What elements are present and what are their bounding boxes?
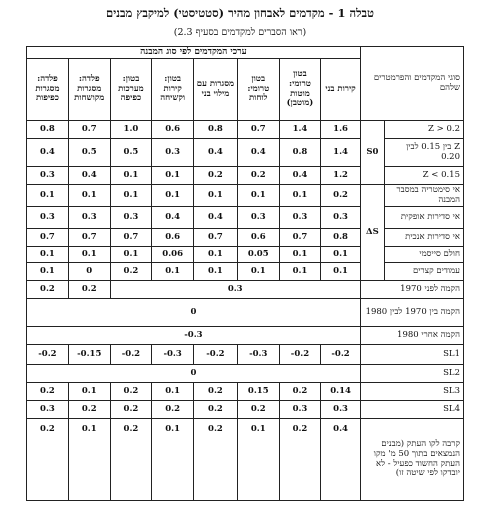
table-cell: 0.1 [194, 185, 238, 207]
table-cell: 0.3 [321, 401, 361, 419]
table-row [27, 139, 464, 167]
table-cell: -0.2 [279, 345, 321, 365]
row-label: Z בין 0.15 לבין 0.20 [384, 139, 463, 167]
table-cell: 0.2 [237, 401, 279, 419]
table-row [27, 365, 464, 383]
table-cell: 0.6 [152, 121, 194, 139]
table-cell: 0.2 [68, 281, 110, 299]
table-cell: 0.1 [27, 185, 69, 207]
column-header: מסגרות עם מילוי בני [194, 59, 238, 121]
table-cell: 0.4 [152, 207, 194, 229]
table-cell: 0.5 [110, 139, 152, 167]
table-cell: 0.7 [27, 229, 69, 247]
table-cell: 0.2 [321, 185, 361, 207]
row-label: הקמה אחרי 1980 [360, 327, 463, 345]
table-cell: 0.4 [194, 207, 238, 229]
table-cell: 0.1 [321, 263, 361, 281]
table-row [27, 121, 464, 139]
table-cell: 0.3 [68, 207, 110, 229]
row-label: אי סימטריה במסבר המבנה [384, 185, 463, 207]
header-coefficient-types: סוגי המקדמים והפרמטרים שלהם [360, 47, 463, 121]
table-cell: 0.4 [68, 167, 110, 185]
table-cell: 0.05 [237, 247, 279, 263]
row-label: קרבה לקו העתק (מבנים הנמצאים בתוך 50 מ' מקו העתק החשוד כפעיל - לא יובדקו לפי שיטה זו) [360, 419, 463, 501]
row-label: עמודים קצרים [384, 263, 463, 281]
table-cell: -0.2 [321, 345, 361, 365]
table-cell: 0.8 [194, 121, 238, 139]
table-cell: -0.3 [152, 345, 194, 365]
table-cell: 0.2 [279, 383, 321, 401]
table-cell: 0.2 [237, 167, 279, 185]
table-cell: 0.5 [68, 139, 110, 167]
table-row [27, 207, 464, 229]
row-label: SL3 [360, 383, 463, 401]
table-cell: 0.2 [110, 383, 152, 401]
table-cell: 0.7 [68, 229, 110, 247]
table-row [27, 345, 464, 365]
table-cell: 1.0 [110, 121, 152, 139]
row-label: הקמה לפני 1970 [360, 281, 463, 299]
table-cell: 0.2 [194, 401, 238, 419]
table-cell: -0.2 [194, 345, 238, 365]
table-row [27, 281, 464, 299]
table-cell: 0.1 [321, 247, 361, 263]
table-cell: 0.2 [279, 419, 321, 501]
table-cell: 0.4 [194, 139, 238, 167]
table-cell: 1.6 [321, 121, 361, 139]
table-cell: 1.2 [321, 167, 361, 185]
header-group: ערכי המקדמים לפי סוג המבנה [27, 47, 361, 59]
table-cell: 0.14 [321, 383, 361, 401]
table-cell: 0.7 [279, 229, 321, 247]
table-cell: 0.1 [237, 185, 279, 207]
column-header: קירות בני [321, 59, 361, 121]
table-cell: -0.15 [68, 345, 110, 365]
table-cell: 0.1 [68, 247, 110, 263]
table-cell: 0.3 [237, 207, 279, 229]
table-cell: 0.1 [110, 167, 152, 185]
table-cell: 0.2 [152, 401, 194, 419]
table-cell: 0.3 [27, 167, 69, 185]
table-row [27, 229, 464, 247]
table-cell: 0.1 [152, 383, 194, 401]
table-cell: 0.8 [321, 229, 361, 247]
table-cell: -0.3 [237, 345, 279, 365]
table-cell: 0.4 [27, 139, 69, 167]
table-row [27, 299, 464, 327]
table-cell: 0.7 [237, 121, 279, 139]
table-cell: 0.15 [237, 383, 279, 401]
merged-cell: 0 [27, 365, 361, 383]
column-header: בטון טרומי: מוטות (מוטבן) [279, 59, 321, 121]
table-cell: 0.2 [194, 167, 238, 185]
merged-cell: -0.3 [27, 327, 361, 345]
table-cell: 0.1 [194, 263, 238, 281]
table-cell: 0.1 [237, 263, 279, 281]
table-row [27, 185, 464, 207]
table-cell: 0.6 [152, 229, 194, 247]
table-row [27, 401, 464, 419]
table-cell: 0.1 [27, 247, 69, 263]
table-cell: 0.1 [194, 247, 238, 263]
table-cell: 0.1 [27, 263, 69, 281]
table-cell: 0.6 [237, 229, 279, 247]
table-cell: 0.1 [68, 185, 110, 207]
table-cell: 1.4 [321, 139, 361, 167]
column-header: בטון: קירות וקשיחה [152, 59, 194, 121]
table-cell: 0.1 [152, 419, 194, 501]
table-cell: 0.1 [68, 383, 110, 401]
table-cell: 0.1 [110, 247, 152, 263]
column-header: בטון טרומי: לוחות [237, 59, 279, 121]
table-row [27, 383, 464, 401]
table-cell: 0 [68, 263, 110, 281]
row-label: Z > 0.2 [384, 121, 463, 139]
row-label: SL2 [360, 365, 463, 383]
row-label: SL4 [360, 401, 463, 419]
table-cell: 0.8 [27, 121, 69, 139]
row-label: הקמה בין 1970 לבין 1980 [360, 299, 463, 327]
table-cell: 0.1 [110, 185, 152, 207]
table-cell: 1.4 [279, 121, 321, 139]
table-subtitle: (ראו הסברים למקדמים בסעיף 2.3) [173, 27, 307, 38]
table-cell: 0.06 [152, 247, 194, 263]
coefficients-table [26, 46, 464, 501]
table-row [27, 247, 464, 263]
table-cell: 0.2 [194, 419, 238, 501]
table-cell: 0.1 [68, 419, 110, 501]
table-cell: 0.1 [152, 263, 194, 281]
table-cell: 0.8 [279, 139, 321, 167]
row-label: אי סדירות אופקית [384, 207, 463, 229]
row-label: חולם סייסמי [384, 247, 463, 263]
table-cell: 0.1 [237, 419, 279, 501]
row-label: Z < 0.15 [384, 167, 463, 185]
table-cell: 0.1 [279, 185, 321, 207]
column-header: פלדה: מסגרות מקושחות [68, 59, 110, 121]
table-cell: 0.2 [110, 401, 152, 419]
table-cell: 0.7 [68, 121, 110, 139]
table-cell: 0.3 [279, 207, 321, 229]
table-cell: 0.2 [110, 419, 152, 501]
table-cell: 0.1 [279, 247, 321, 263]
s0-symbol: S0 [360, 121, 384, 185]
table-cell: 0.3 [110, 207, 152, 229]
table-cell: 0.1 [152, 185, 194, 207]
row-label: SL1 [360, 345, 463, 365]
table-cell: 0.2 [110, 263, 152, 281]
merged-cell: 0.3 [110, 281, 360, 299]
table-row [27, 167, 464, 185]
table-cell: 0.4 [237, 139, 279, 167]
table-title: טבלה 1 - מקדמים לאבחון מהיר (סטטיסטי) למיקבץ מבנים [106, 6, 374, 20]
column-header: בטון: מערכות כפיפה [110, 59, 152, 121]
table-cell: 0.1 [152, 167, 194, 185]
table-row [27, 327, 464, 345]
table-cell: 0.3 [27, 207, 69, 229]
delta-s-symbol: ΔS [360, 185, 384, 281]
row-label: אי סדירות אנכית [384, 229, 463, 247]
table-cell: 0.2 [27, 281, 69, 299]
table-cell: 0.2 [194, 383, 238, 401]
table-cell: -0.2 [27, 345, 69, 365]
table-cell: 0.1 [279, 263, 321, 281]
table-cell: 0.3 [27, 401, 69, 419]
table-cell: 0.2 [27, 419, 69, 501]
table-cell: 0.3 [152, 139, 194, 167]
table-row [27, 419, 464, 501]
table-cell: 0.2 [27, 383, 69, 401]
table-cell: 0.2 [68, 401, 110, 419]
table-cell: 0.4 [279, 167, 321, 185]
table-cell: 0.3 [279, 401, 321, 419]
table-cell: -0.2 [110, 345, 152, 365]
column-header: פלדה: מסגרות כפיפות [27, 59, 69, 121]
table-row [27, 263, 464, 281]
table-cell: 0.4 [321, 419, 361, 501]
table-cell: 0.7 [194, 229, 238, 247]
merged-cell: 0 [27, 299, 361, 327]
table-cell: 0.3 [321, 207, 361, 229]
table-cell: 0.7 [110, 229, 152, 247]
